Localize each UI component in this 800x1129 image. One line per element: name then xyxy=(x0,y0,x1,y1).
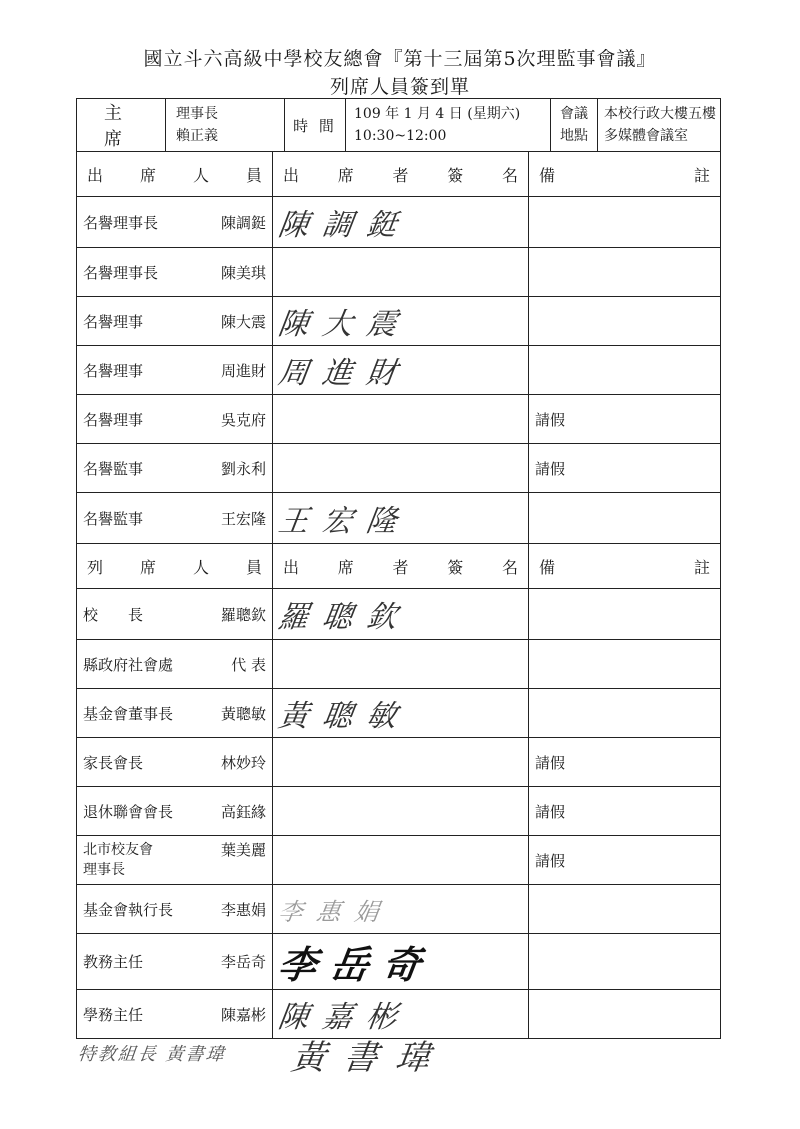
header-char: 者 xyxy=(392,165,409,185)
handwritten-footer-note: 特教組長 黃書瑋 xyxy=(76,1044,227,1065)
handwritten-signature: 羅聰欽 xyxy=(276,600,413,635)
row-name: 陳嘉彬 xyxy=(220,1005,266,1024)
table-row xyxy=(77,444,721,493)
header-char: 席 xyxy=(337,557,354,577)
row-note: 請假 xyxy=(535,851,566,870)
venue-line-2: 多媒體會議室 xyxy=(604,128,688,144)
chair-name: 賴正義 xyxy=(176,128,218,144)
row-title: 名譽理事 xyxy=(83,361,144,380)
row-name: 高鈺緣 xyxy=(220,802,266,821)
row-name: 吳克府 xyxy=(220,410,266,429)
header-char: 名 xyxy=(501,165,518,185)
row-note: 請假 xyxy=(535,459,566,478)
row-name: 李岳奇 xyxy=(220,953,266,971)
header-char: 簽 xyxy=(447,557,464,577)
header-char: 人 xyxy=(192,165,209,185)
header-char: 者 xyxy=(392,557,409,577)
table-row xyxy=(77,297,721,346)
row-note: 請假 xyxy=(535,410,566,429)
table-row xyxy=(77,836,721,885)
row-name: 陳調鋌 xyxy=(220,213,266,232)
handwritten-signature: 黃聰敏 xyxy=(276,699,413,734)
header-char: 席 xyxy=(337,165,354,185)
row-note: 請假 xyxy=(535,753,566,772)
row-name: 劉永利 xyxy=(220,459,266,478)
meeting-date: 109 年 1 月 4 日 (星期六) xyxy=(354,106,521,122)
sign-in-table xyxy=(76,98,721,1039)
row-name: 葉美麗 xyxy=(220,841,266,859)
sheet-title: 國立斗六高級中學校友總會『第十三屆第5次理監事會議』 xyxy=(143,48,657,70)
header-char: 註 xyxy=(694,557,711,577)
header-char: 列 xyxy=(87,557,104,577)
row-title: 家長會長 xyxy=(83,753,144,772)
row-title: 名譽監事 xyxy=(83,509,144,528)
table-row xyxy=(77,248,721,297)
row-title-line2: 理事長 xyxy=(83,862,125,878)
handwritten-signature: 李惠娟 xyxy=(276,897,395,926)
table-row xyxy=(77,197,721,248)
table-row xyxy=(77,885,721,934)
row-name: 羅聰欽 xyxy=(220,605,266,624)
meeting-time: 10:30~12:00 xyxy=(354,128,447,144)
row-title: 基金會董事長 xyxy=(83,704,174,723)
handwritten-signature: 陳嘉彬 xyxy=(276,1000,413,1035)
header-char: 席 xyxy=(139,165,156,185)
handwritten-signature: 王宏隆 xyxy=(276,504,413,539)
table-row xyxy=(77,589,721,640)
handwritten-signature: 陳調鋌 xyxy=(276,208,413,243)
row-name: 代 表 xyxy=(231,655,266,674)
row-name: 李惠娟 xyxy=(220,900,266,919)
row-title: 基金會執行長 xyxy=(83,900,174,919)
header-char: 員 xyxy=(245,557,262,577)
header-char: 員 xyxy=(245,165,262,185)
row-name: 王宏隆 xyxy=(220,509,266,528)
header-char: 備 xyxy=(539,165,556,185)
row-name: 黃聰敏 xyxy=(220,704,266,723)
table-row xyxy=(77,346,721,395)
row-title: 退休聯會會長 xyxy=(83,802,174,821)
row-note: 請假 xyxy=(535,802,566,821)
row-title: 名譽理事 xyxy=(83,312,144,331)
sheet-subtitle: 列席人員簽到單 xyxy=(329,76,470,98)
row-title: 名譽理事 xyxy=(83,410,144,429)
row-title: 學務主任 xyxy=(83,1005,144,1024)
venue-line-1: 本校行政大樓五樓 xyxy=(604,106,716,122)
row-name: 陳美琪 xyxy=(220,263,266,282)
handwritten-signature: 陳大震 xyxy=(276,307,413,342)
table-row xyxy=(77,934,721,990)
table-row xyxy=(77,493,721,544)
header-char: 備 xyxy=(539,557,556,577)
row-title-line1: 北市校友會 xyxy=(83,842,153,858)
table-row xyxy=(77,640,721,689)
chair-title: 理事長 xyxy=(176,106,218,122)
row-title: 名譽理事長 xyxy=(83,263,159,282)
handwritten-footer-signature: 黃書瑋 xyxy=(288,1038,451,1078)
header-char: 出 xyxy=(283,165,300,185)
venue-label-1: 會議 xyxy=(560,106,588,122)
attend-column-header xyxy=(77,152,721,197)
row-name: 陳大震 xyxy=(220,312,266,331)
header-char: 出 xyxy=(87,165,104,185)
row-title: 名譽理事長 xyxy=(83,213,159,232)
table-row xyxy=(77,395,721,444)
chair-label: 主 席 xyxy=(104,103,138,150)
header-char: 名 xyxy=(501,557,518,577)
header-char: 簽 xyxy=(447,165,464,185)
header-char: 出 xyxy=(283,557,300,577)
row-title: 校 長 xyxy=(83,605,144,624)
row-title: 縣政府社會處 xyxy=(83,655,174,674)
row-name: 周進財 xyxy=(220,361,266,380)
observer-column-header xyxy=(77,544,721,589)
time-label: 時 間 xyxy=(293,116,337,135)
row-name: 林妙玲 xyxy=(220,753,266,772)
row-title: 教務主任 xyxy=(83,953,144,971)
table-row xyxy=(77,738,721,787)
table-row xyxy=(77,787,721,836)
row-title: 名譽監事 xyxy=(83,459,144,478)
header-char: 人 xyxy=(192,557,209,577)
header-char: 註 xyxy=(694,165,711,185)
table-row xyxy=(77,689,721,738)
venue-label-2: 地點 xyxy=(560,128,588,144)
header-char: 席 xyxy=(139,557,156,577)
header-row xyxy=(77,99,721,152)
handwritten-signature: 周進財 xyxy=(276,356,413,391)
handwritten-signature: 李岳奇 xyxy=(275,943,438,987)
